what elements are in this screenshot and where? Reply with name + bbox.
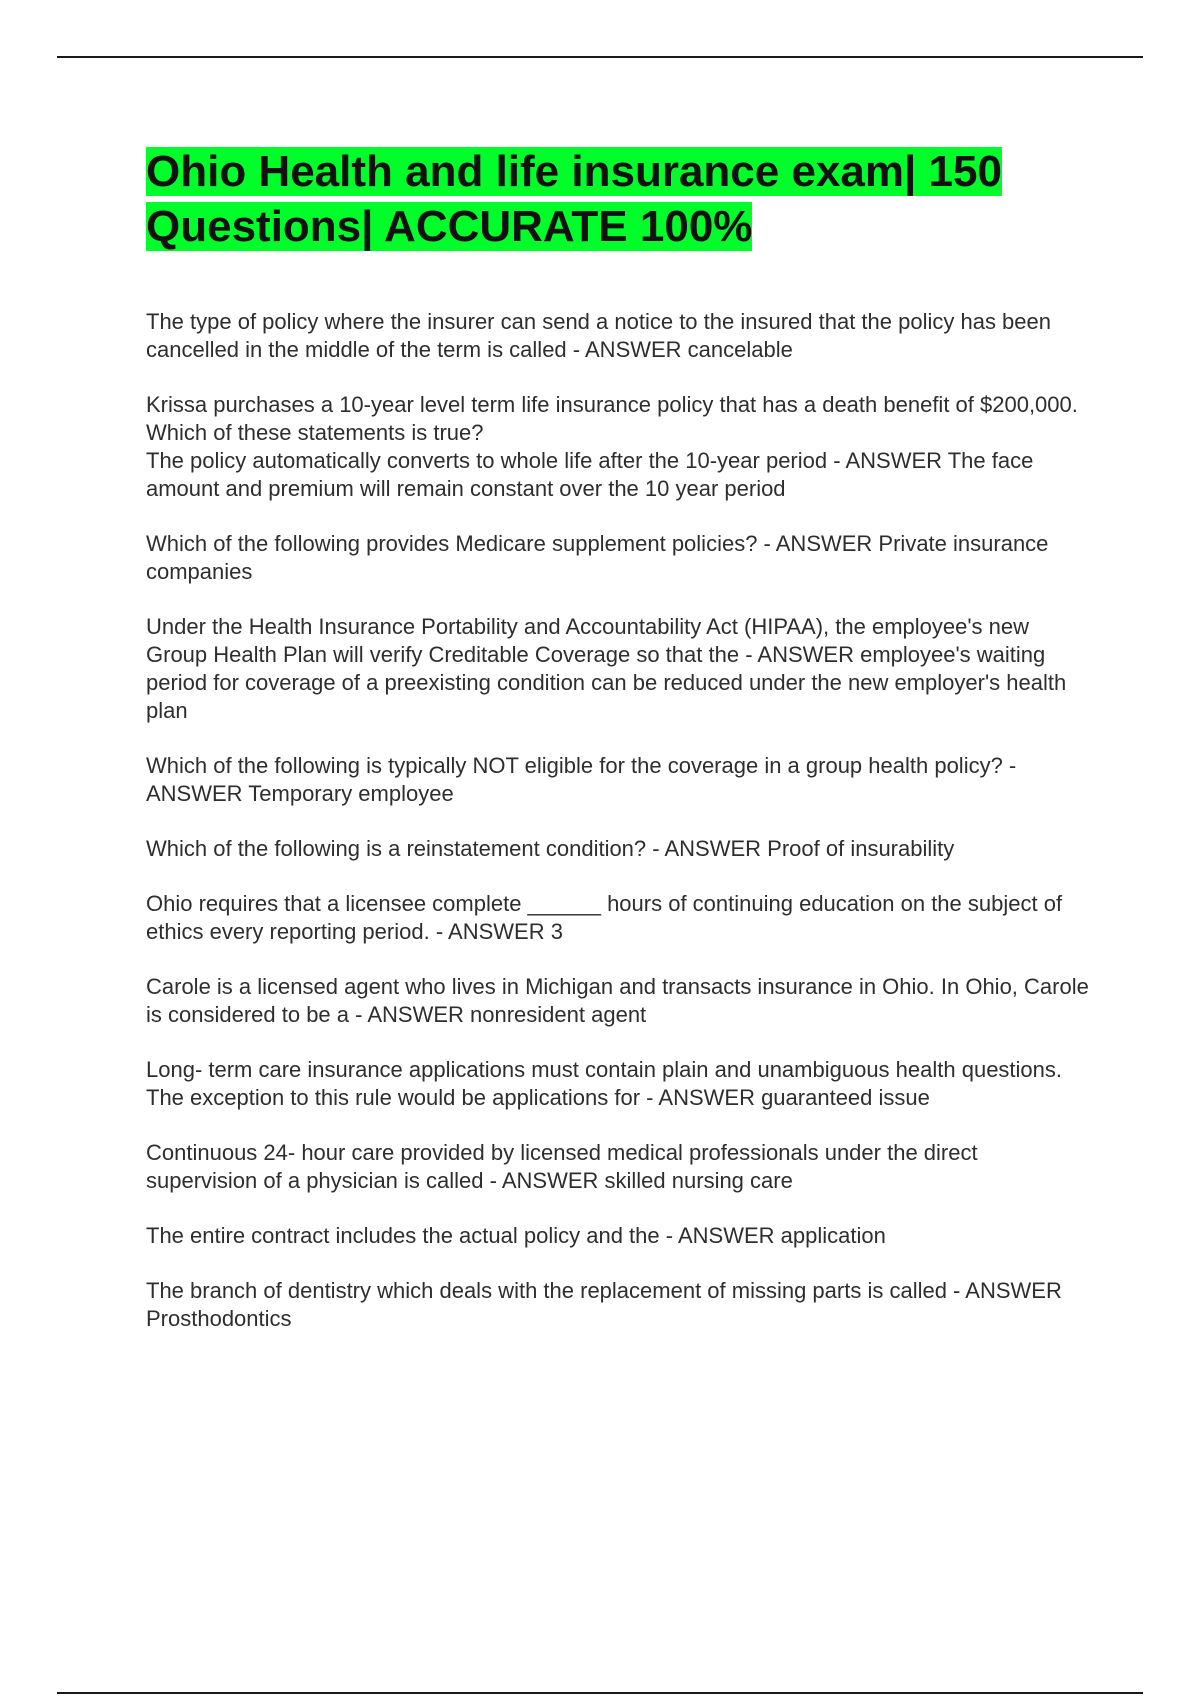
document-body — [146, 144, 1090, 1360]
qa-item: Carole is a licensed agent who lives in Michigan and transacts insurance in Ohio. In Ohio, Carole is considered to be a - ANSWER nonresident agent — [146, 974, 1089, 1027]
qa-item: The entire contract includes the actual policy and the - ANSWER application — [146, 1223, 886, 1248]
qa-item: Which of the following is a reinstatement condition? - ANSWER Proof of insurability — [146, 836, 955, 861]
qa-item: Krissa purchases a 10-year level term life insurance policy that has a death benefit of $200,000. Which of these statements is true? The policy automatically converts to whole life after the 10-year period - ANSWER The face amount and premium will remain constant over the 10 year period — [146, 392, 1078, 501]
qa-item: The type of policy where the insurer can send a notice to the insured that the policy has been cancelled in the middle of the term is called - ANSWER cancelable — [146, 309, 1051, 362]
qa-list — [146, 308, 1090, 1333]
qa-item: Long- term care insurance applications must contain plain and unambiguous health questions. The exception to this rule would be applications for - ANSWER guaranteed issue — [146, 1057, 1063, 1110]
document-title-text: Ohio Health and life insurance exam| 150 Questions| ACCURATE 100% — [146, 147, 1002, 251]
document-title — [146, 144, 1086, 254]
qa-item: Which of the following provides Medicare supplement policies? - ANSWER Private insurance companies — [146, 531, 1049, 584]
qa-item: Ohio requires that a licensee complete ______ hours of continuing education on the subject of ethics every reporting period. - ANSWER 3 — [146, 891, 1063, 944]
qa-item: Which of the following is typically NOT eligible for the coverage in a group health policy? - ANSWER Temporary employee — [146, 753, 1017, 806]
qa-item: Under the Health Insurance Portability and Accountability Act (HIPAA), the employee's new Group Health Plan will verify Creditable Coverage so that the - ANSWER employee's waiting period for coverage of a preexisting condition can be reduced under the new employer's health plan — [146, 614, 1067, 723]
bottom-divider — [57, 1692, 1143, 1694]
qa-item: Continuous 24- hour care provided by licensed medical professionals under the direct supervision of a physician is called - ANSWER skilled nursing care — [146, 1140, 978, 1193]
top-divider — [57, 56, 1143, 58]
qa-item: The branch of dentistry which deals with the replacement of missing parts is called - ANSWER Prosthodontics — [146, 1278, 1062, 1331]
